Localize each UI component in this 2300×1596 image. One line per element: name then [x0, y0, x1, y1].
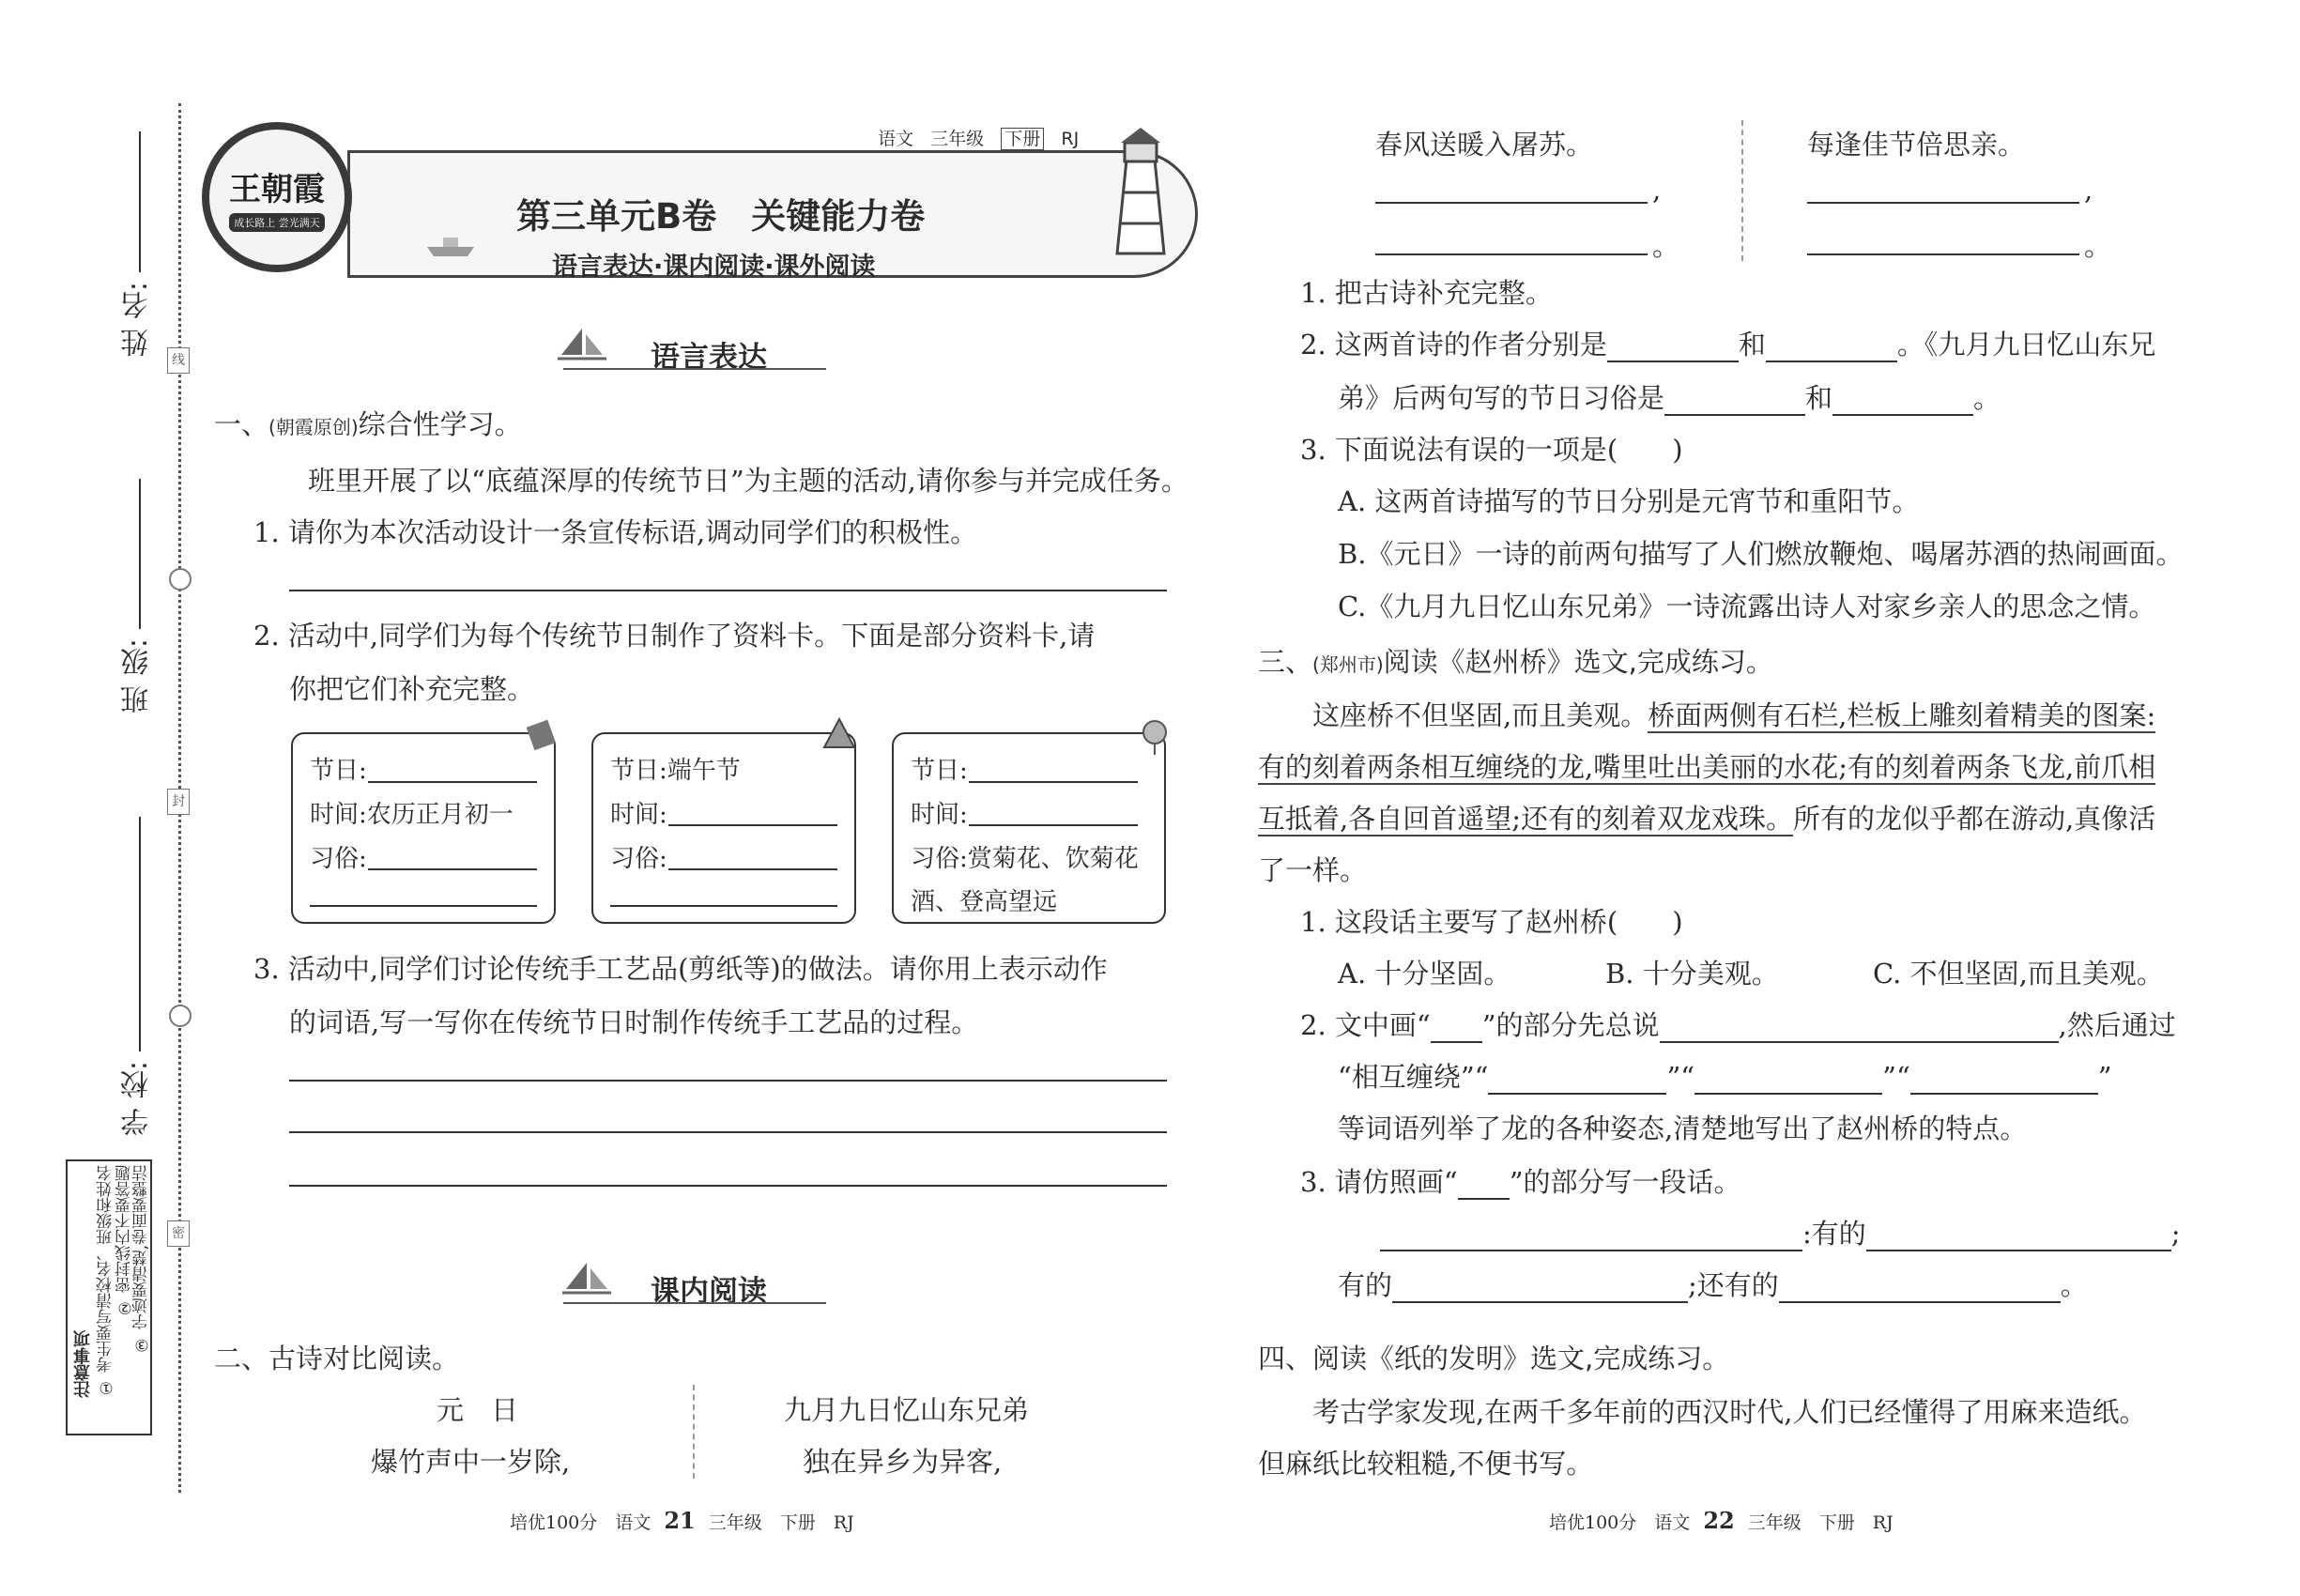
- poem2-title: 九月九日忆山东兄弟: [784, 1394, 1030, 1426]
- quote-end: ”: [2097, 1061, 2112, 1093]
- card-custom: 习俗:赏菊花、饮菊花: [911, 845, 1139, 873]
- comma: ,: [2084, 174, 2093, 206]
- info-card-spring: [291, 732, 556, 924]
- section-underline: [563, 1302, 826, 1304]
- q3-para-1a: 这座桥不但坚固,而且美观。: [1312, 699, 1648, 731]
- card-custom: 习俗:: [310, 845, 367, 873]
- q3-para-3b: 所有的龙似乎都在游动,真像活: [1793, 803, 2156, 835]
- custom-blank-2[interactable]: [1832, 386, 1973, 416]
- q1-heading: [214, 404, 522, 442]
- footer-left-page: [510, 1507, 854, 1534]
- firecracker-icon: [522, 715, 560, 753]
- q2-title: 二、古诗对比阅读。: [214, 1343, 460, 1374]
- q4-para-1: 考古学家发现,在两千多年前的西汉时代,人们已经懂得了用麻来造纸。: [1312, 1396, 2147, 1428]
- page-subtitle: 语言表达·课内阅读·课外阅读: [552, 253, 876, 282]
- q2-2-and-b: 和: [1805, 382, 1833, 414]
- q3-3-text: 3. 请仿照画“: [1300, 1166, 1458, 1198]
- q3-para-4: 了一样。: [1258, 854, 1368, 886]
- footer-grade: 三年级 下册 RJ: [708, 1512, 854, 1533]
- zongzi-icon: [820, 715, 858, 753]
- q3-underlined-2: 有的刻着两条相互缠绕的龙,嘴里吐出美丽的水花;有的刻着两条飞龙,前爪相: [1258, 751, 2156, 783]
- school-field[interactable]: [139, 817, 141, 1051]
- poem-divider: [1741, 120, 1743, 261]
- custom-blank-1[interactable]: [1664, 386, 1805, 416]
- meta-edition: RJ: [1061, 129, 1080, 149]
- q2-2-text-b: 弟》后两句写的节日习俗是: [1338, 382, 1665, 414]
- info-card-dragon-boat: [591, 732, 856, 924]
- name-field[interactable]: [139, 131, 141, 272]
- poem1-title: 元 日: [437, 1394, 519, 1426]
- notice-box: [66, 1159, 152, 1435]
- poem2-line2: 每逢佳节倍思亲。: [1807, 129, 2026, 161]
- q1-2-text-b: 你把它们补充完整。: [289, 673, 535, 705]
- page-number: 21: [664, 1507, 696, 1534]
- q2-2-end: 。: [1973, 382, 2001, 414]
- sailboat-icon: [559, 1261, 615, 1298]
- q1-label: 一、: [214, 408, 269, 440]
- school-label: 学 校:: [121, 1061, 154, 1136]
- section-language-expression: 语言表达: [651, 341, 767, 375]
- name-label: 姓 名:: [121, 282, 154, 357]
- q3-2-text-tail: ,然后通过: [2058, 1009, 2176, 1041]
- poem1-blank-1[interactable]: [1375, 202, 1648, 204]
- q3-2-text-mid: ”的部分先总说: [1481, 1009, 1660, 1041]
- notice-item-2: ② 密封线内不要答题: [115, 1165, 134, 1317]
- q4-title: 四、阅读《纸的发明》选文,完成练习。: [1258, 1343, 1730, 1374]
- q3-2-line-b: [1338, 1056, 2112, 1095]
- q1-3-answer-line-2[interactable]: [289, 1131, 1167, 1133]
- q1-1-text: 1. 请你为本次活动设计一条宣传标语,调动同学们的积极性。: [253, 516, 978, 548]
- q2-2-line-b: [1338, 377, 2001, 416]
- q2-2-and: 和: [1738, 329, 1766, 361]
- card-custom-blank[interactable]: [668, 868, 837, 870]
- q3-2-line-c: 等词语列举了龙的各种姿态,清楚地写出了赵州桥的特点。: [1338, 1113, 2028, 1144]
- q3-label: 三、: [1258, 646, 1313, 678]
- q3-1-option-b[interactable]: B. 十分美观。: [1605, 958, 1779, 990]
- q3-2-word-1: “相互缠绕”“: [1338, 1061, 1489, 1093]
- period: 。: [1652, 230, 1680, 262]
- q3-3-youde-2: 有的: [1338, 1269, 1393, 1301]
- poem-divider: [693, 1385, 695, 1479]
- q1-1-answer-line[interactable]: [289, 590, 1167, 591]
- q3-heading: [1258, 641, 1773, 680]
- card-custom: 习俗:: [610, 845, 667, 873]
- word-blank-3[interactable]: [1910, 1065, 2098, 1095]
- poem1-line1: 爆竹声中一岁除,: [371, 1446, 571, 1478]
- word-blank-1[interactable]: [1488, 1065, 1666, 1095]
- card-time-blank[interactable]: [668, 824, 837, 826]
- lighthouse-icon: [1089, 122, 1192, 263]
- quote-sep: ”“: [1666, 1061, 1695, 1093]
- author-blank-2[interactable]: [1766, 332, 1897, 362]
- q3-underlined-3: 互抵着,各自回首遥望;还有的刻着双龙戏珠。: [1258, 803, 1793, 835]
- card-custom-blank[interactable]: [368, 868, 537, 870]
- class-label: 班 级:: [121, 638, 154, 714]
- poem2-line1: 独在异乡为异客,: [803, 1446, 1003, 1478]
- card-time-blank[interactable]: [969, 824, 1138, 826]
- notice-item-3: ③ 字迹要清楚,卷面要整洁: [132, 1165, 151, 1354]
- q3-3-line-c: [1338, 1265, 2088, 1303]
- section-underline: [563, 368, 826, 370]
- q3-title: 阅读《赵州桥》选文,完成练习。: [1383, 646, 1773, 678]
- ship-icon: [422, 230, 479, 258]
- cut-mark-2: 封: [167, 789, 190, 815]
- word-blank-2[interactable]: [1694, 1065, 1882, 1095]
- cut-mark-1: 线: [167, 347, 190, 374]
- footer-brand: 培优100分 语文: [510, 1512, 652, 1533]
- q2-2-text-tail: 。《九月九日忆山东兄: [1896, 329, 2156, 361]
- meta-grade: 三年级: [930, 129, 985, 149]
- card-time: 时间:: [610, 801, 667, 829]
- q2-2-text: 2. 这两首诗的作者分别是: [1300, 329, 1607, 361]
- footer-brand: 培优100分 语文: [1549, 1512, 1691, 1533]
- notice-item-1: ① 考生要写清校名、班级和姓名: [97, 1165, 115, 1397]
- comma: ,: [1652, 174, 1662, 206]
- footer-grade: 三年级 下册 RJ: [1747, 1512, 1894, 1533]
- q2-1-text: 1. 把古诗补充完整。: [1300, 277, 1553, 309]
- card-festival: 节日:: [911, 757, 968, 785]
- q3-3-haiyoude: ;还有的: [1688, 1269, 1779, 1301]
- cut-mark-3: 密: [167, 1220, 190, 1247]
- q2-3-option-a[interactable]: A. 这两首诗描写的节日分别是元宵节和重阳节。: [1338, 485, 1920, 517]
- q1-3-text-b: 的词语,写一写你在传统节日时制作传统手工艺品的过程。: [289, 1006, 979, 1038]
- q3-underlined-1: 桥面两侧有石栏,栏板上雕刻着精美的图案:: [1648, 699, 2156, 731]
- poem2-blank-1[interactable]: [1807, 202, 2079, 204]
- cut-circle-icon: [169, 1005, 192, 1027]
- sailboat-icon: [554, 327, 610, 364]
- page-number: 22: [1703, 1507, 1735, 1534]
- q3-2-line-a: [1300, 1005, 2176, 1043]
- poem1-blank-2[interactable]: [1375, 253, 1648, 255]
- q1-3-answer-line-1[interactable]: [289, 1080, 1167, 1082]
- card-festival-blank[interactable]: [969, 781, 1138, 783]
- meta-subject: 语文: [878, 129, 914, 149]
- class-field[interactable]: [139, 479, 141, 629]
- q1-intro: 班里开展了以“底蕴深厚的传统节日”为主题的活动,请你参与并完成任务。: [308, 465, 1188, 497]
- q1-title: 综合性学习。: [358, 408, 522, 440]
- imitate-blank-4[interactable]: [1779, 1273, 2061, 1303]
- card-time: 时间:农历正月初一: [310, 801, 514, 829]
- q2-3-option-b[interactable]: B.《元日》一诗的前两句描写了人们燃放鞭炮、喝屠苏酒的热闹画面。: [1338, 538, 2184, 570]
- q3-3-line-a: [1300, 1161, 1741, 1200]
- q3-2-text: 2. 文中画“: [1300, 1009, 1431, 1041]
- q3-3-youde: :有的: [1802, 1218, 1866, 1250]
- imitate-blank-3[interactable]: [1392, 1273, 1688, 1303]
- q1-source: (朝霞原创): [268, 416, 359, 438]
- card-extra-blank[interactable]: [610, 905, 837, 907]
- mark-sample: [1458, 1170, 1510, 1200]
- q2-3-option-c[interactable]: C.《九月九日忆山东兄弟》一诗流露出诗人对家乡亲人的思念之情。: [1338, 591, 2156, 622]
- card-extra-blank[interactable]: [310, 905, 537, 907]
- q3-1-option-c[interactable]: C. 不但坚固,而且美观。: [1873, 958, 2164, 990]
- q3-para-3: [1258, 798, 2155, 836]
- q1-2-text-a: 2. 活动中,同学们为每个传统节日制作了资料卡。下面是部分资料卡,请: [253, 620, 1096, 652]
- imitate-blank-2[interactable]: [1866, 1221, 2171, 1251]
- card-festival: 节日:端午节: [610, 757, 741, 785]
- section-in-class-reading: 课内阅读: [651, 1275, 767, 1309]
- binding-margin: [0, 0, 188, 1596]
- meta-volume: 下册: [1001, 128, 1044, 150]
- quote-sep: ”“: [1882, 1061, 1910, 1093]
- q2-2-line-a: [1300, 324, 2155, 362]
- q3-1-option-a[interactable]: A. 十分坚固。: [1338, 958, 1511, 990]
- mark-sample: [1431, 1013, 1482, 1043]
- logo-name: 王朝霞: [229, 170, 325, 208]
- notice-title: 注意事项: [73, 1330, 93, 1398]
- q2-3-text: 3. 下面说法有误的一项是( ): [1300, 434, 1683, 466]
- footer-right-page: [1549, 1507, 1894, 1534]
- q3-3-semicolon: ;: [2170, 1218, 2181, 1250]
- poem2-blank-2[interactable]: [1807, 253, 2079, 255]
- logo-slogan: 成长路上 尝光满天: [229, 213, 325, 232]
- q4-para-2: 但麻纸比较粗糙,不便书写。: [1258, 1448, 1594, 1480]
- card-festival: 节日:: [310, 757, 367, 785]
- cut-circle-icon: [169, 568, 192, 591]
- q3-1-text: 1. 这段话主要写了赵州桥( ): [1300, 906, 1683, 938]
- q3-source: (郑州市): [1312, 653, 1384, 676]
- page-title: 第三单元B卷 关键能力卷: [516, 196, 926, 237]
- info-card-double-ninth: [892, 732, 1166, 924]
- summary-blank[interactable]: [1660, 1013, 2059, 1043]
- q1-3-answer-line-3[interactable]: [289, 1185, 1167, 1187]
- imitate-blank-1[interactable]: [1380, 1221, 1802, 1251]
- chrysanthemum-icon: [1134, 714, 1175, 755]
- brand-logo: [202, 122, 352, 272]
- author-blank-1[interactable]: [1607, 332, 1739, 362]
- q3-para-1: [1312, 695, 2155, 733]
- header-meta: [878, 125, 1079, 150]
- card-time: 时间:: [911, 801, 968, 829]
- card-extra: 酒、登高望远: [911, 888, 1058, 916]
- q3-para-2: [1258, 746, 2155, 785]
- poem1-line2: 春风送暖入屠苏。: [1375, 129, 1594, 161]
- q3-3-text-tail: ”的部分写一段话。: [1509, 1166, 1741, 1198]
- q3-3-period: 。: [2060, 1269, 2088, 1301]
- period: 。: [2084, 230, 2112, 262]
- q1-3-text-a: 3. 活动中,同学们讨论传统手工艺品(剪纸等)的做法。请你用上表示动作: [253, 953, 1108, 985]
- card-festival-blank[interactable]: [368, 781, 537, 783]
- q3-3-line-b: [1380, 1213, 2181, 1251]
